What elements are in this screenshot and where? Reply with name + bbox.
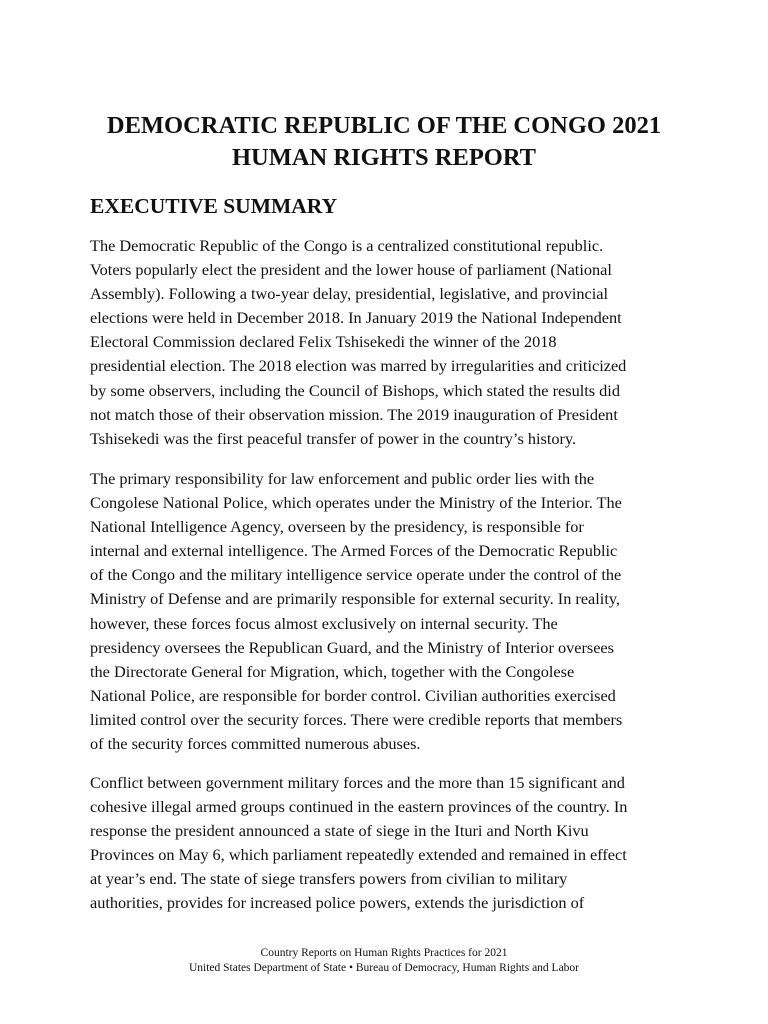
paragraph-line: presidential election. The 2018 election was marred by irregularities and criticized xyxy=(90,356,627,376)
paragraph-line: of the security forces committed numerous abuses. xyxy=(90,734,421,754)
paragraph-line: not match those of their observation mission. The 2019 inauguration of President xyxy=(90,404,618,424)
report-title xyxy=(60,110,708,174)
paragraph-line: Tshisekedi was the first peaceful transfer of power in the country’s history. xyxy=(90,428,577,448)
report-title-line-2: HUMAN RIGHTS REPORT xyxy=(231,144,537,171)
paragraph-line: however, these forces focus almost exclusively on internal security. The xyxy=(90,613,558,633)
footer-line-2: United States Department of State • Bureau of Democracy, Human Rights and Labor xyxy=(188,962,580,974)
footer-line-1: Country Reports on Human Rights Practices for 2021 xyxy=(260,947,508,959)
paragraph-line: elections were held in December 2018. In January 2019 the National Independent xyxy=(90,308,622,328)
paragraph-line: National Intelligence Agency, overseen by the presidency, is responsible for xyxy=(90,517,584,537)
paragraph-line: Voters popularly elect the president and the lower house of parliament (National xyxy=(90,260,612,280)
paragraph-line: The primary responsibility for law enforcement and public order lies with the xyxy=(90,469,595,488)
report-title-line-1: DEMOCRATIC REPUBLIC OF THE CONGO 2021 xyxy=(106,112,662,139)
paragraph-line: internal and external intelligence. The Armed Forces of the Democratic Republic xyxy=(90,541,618,561)
paragraph-line: response the president announced a state of siege in the Ituri and North Kivu xyxy=(90,821,589,841)
paragraph-line: Assembly). Following a two-year delay, presidential, legislative, and provincial xyxy=(90,284,609,304)
paragraph-line: Electoral Commission declared Felix Tshisekedi the winner of the 2018 xyxy=(90,332,557,352)
paragraph-line: cohesive illegal armed groups continued in the eastern provinces of the country. In xyxy=(90,797,628,817)
paragraph-line: of the Congo and the military intelligence service operate under the control of the xyxy=(90,565,622,585)
paragraph-1 xyxy=(90,234,690,451)
paragraph-line: limited control over the security forces. There were credible reports that members xyxy=(90,709,623,729)
page-footer xyxy=(0,946,768,976)
paragraph-line: The Democratic Republic of the Congo is a centralized constitutional republic. xyxy=(90,236,604,255)
paragraph-2 xyxy=(90,467,690,756)
paragraph-line: by some observers, including the Council of Bishops, which stated the results did xyxy=(90,380,620,400)
paragraph-line: Ministry of Defense and are primarily responsible for external security. In reality, xyxy=(90,589,621,609)
paragraph-line: presidency oversees the Republican Guard, and the Ministry of Interior oversees xyxy=(90,637,614,657)
paragraph-line: the Directorate General for Migration, which, together with the Congolese xyxy=(90,661,575,681)
paragraph-line: authorities, provides for increased police powers, extends the jurisdiction of xyxy=(90,893,585,913)
paragraph-line: National Police, are responsible for border control. Civilian authorities exercised xyxy=(90,685,616,705)
paragraph-line: Congolese National Police, which operates under the Ministry of the Interior. The xyxy=(90,493,622,513)
paragraph-3 xyxy=(90,771,690,916)
paragraph-line: Provinces on May 6, which parliament repeatedly extended and remained in effect xyxy=(90,845,627,865)
paragraph-line: Conflict between government military forces and the more than 15 significant and xyxy=(90,773,625,792)
paragraph-line: at year’s end. The state of siege transfers powers from civilian to military xyxy=(90,869,568,889)
section-heading: EXECUTIVE SUMMARY xyxy=(90,194,338,218)
